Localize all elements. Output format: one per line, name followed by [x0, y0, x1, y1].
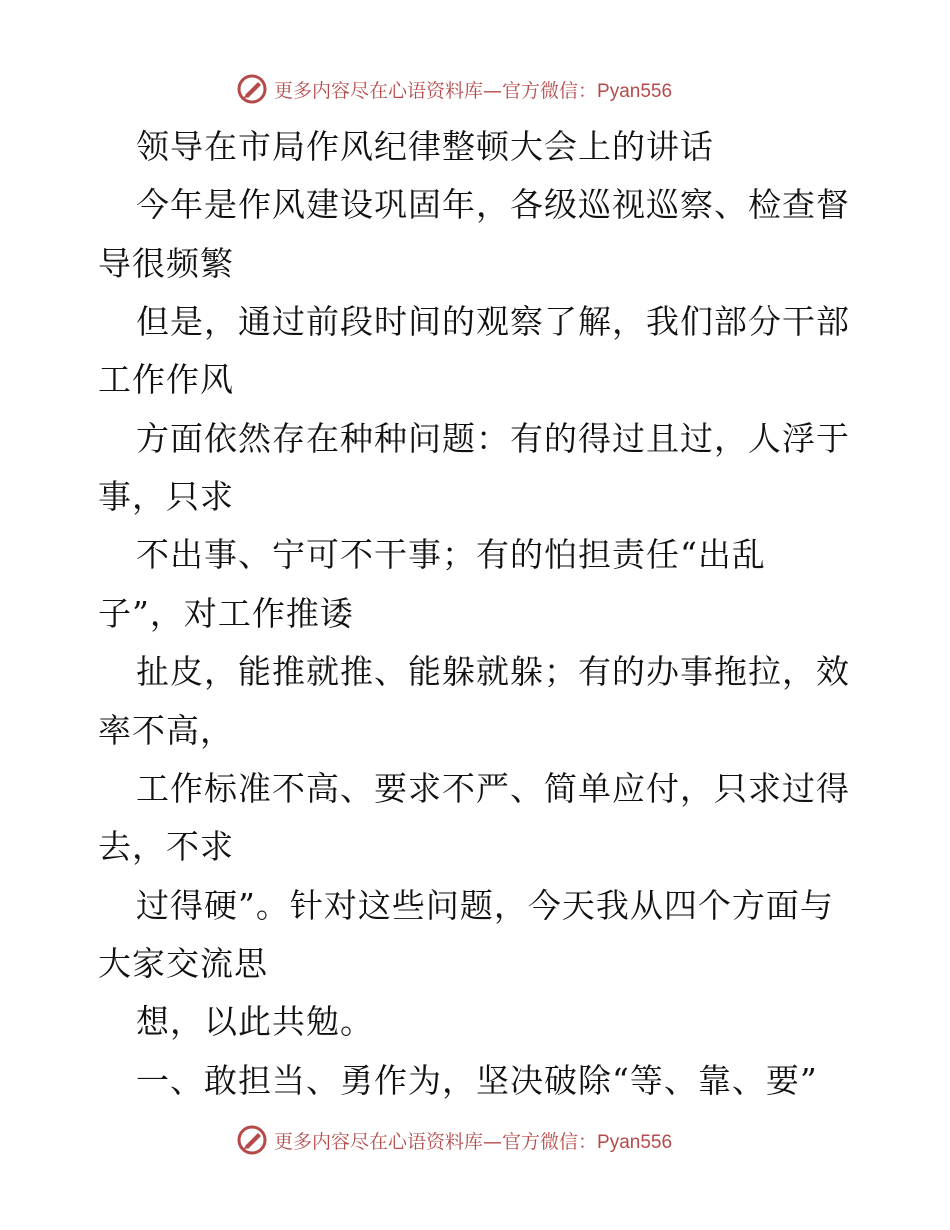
paragraph-line: 去，不求 [98, 827, 234, 866]
paragraph-line: 工作标准不高、要求不严、简单应付，只求过得 [136, 769, 850, 808]
paragraph-line: 大家交流思 [98, 944, 268, 983]
paragraph-line: 过得硬”。针对这些问题，今天我从四个方面与 [136, 886, 834, 925]
paragraph-line: 导很频繁 [98, 244, 234, 283]
paragraph-line: 但是，通过前段时间的观察了解，我们部分干部 [136, 302, 850, 341]
paragraph-line: 扯皮，能推就推、能躲就躲；有的办事拖拉，效 [136, 652, 850, 691]
watermark-header [236, 72, 672, 106]
watermark-text: 更多内容尽在心语资料库—官方微信：Pyan556 [274, 79, 673, 102]
watermark-text: 更多内容尽在心语资料库—官方微信：Pyan556 [274, 1130, 673, 1153]
paragraph-line: 今年是作风建设巩固年，各级巡视巡察、检查督 [136, 185, 850, 224]
paragraph-line: 方面依然存在种种问题：有的得过且过，人浮于 [136, 419, 850, 458]
watermark-footer [236, 1123, 672, 1157]
watermark-logo-icon [236, 1124, 268, 1156]
paragraph-line: 工作作风 [98, 360, 234, 399]
paragraph-line: 子”，对工作推诿 [98, 594, 354, 633]
paragraph-line: 不出事、宁可不干事；有的怕担责任“出乱 [136, 535, 766, 574]
paragraph-line: 率不高， [98, 711, 234, 750]
paragraph-line: 想，以此共勉。 [136, 1002, 374, 1041]
section-heading: 一、敢担当、勇作为，坚决破除“等、靠、要” [136, 1061, 818, 1100]
document-title: 领导在市局作风纪律整顿大会上的讲话 [136, 127, 714, 166]
watermark-logo-icon [236, 73, 268, 105]
paragraph-line: 事，只求 [98, 477, 234, 516]
